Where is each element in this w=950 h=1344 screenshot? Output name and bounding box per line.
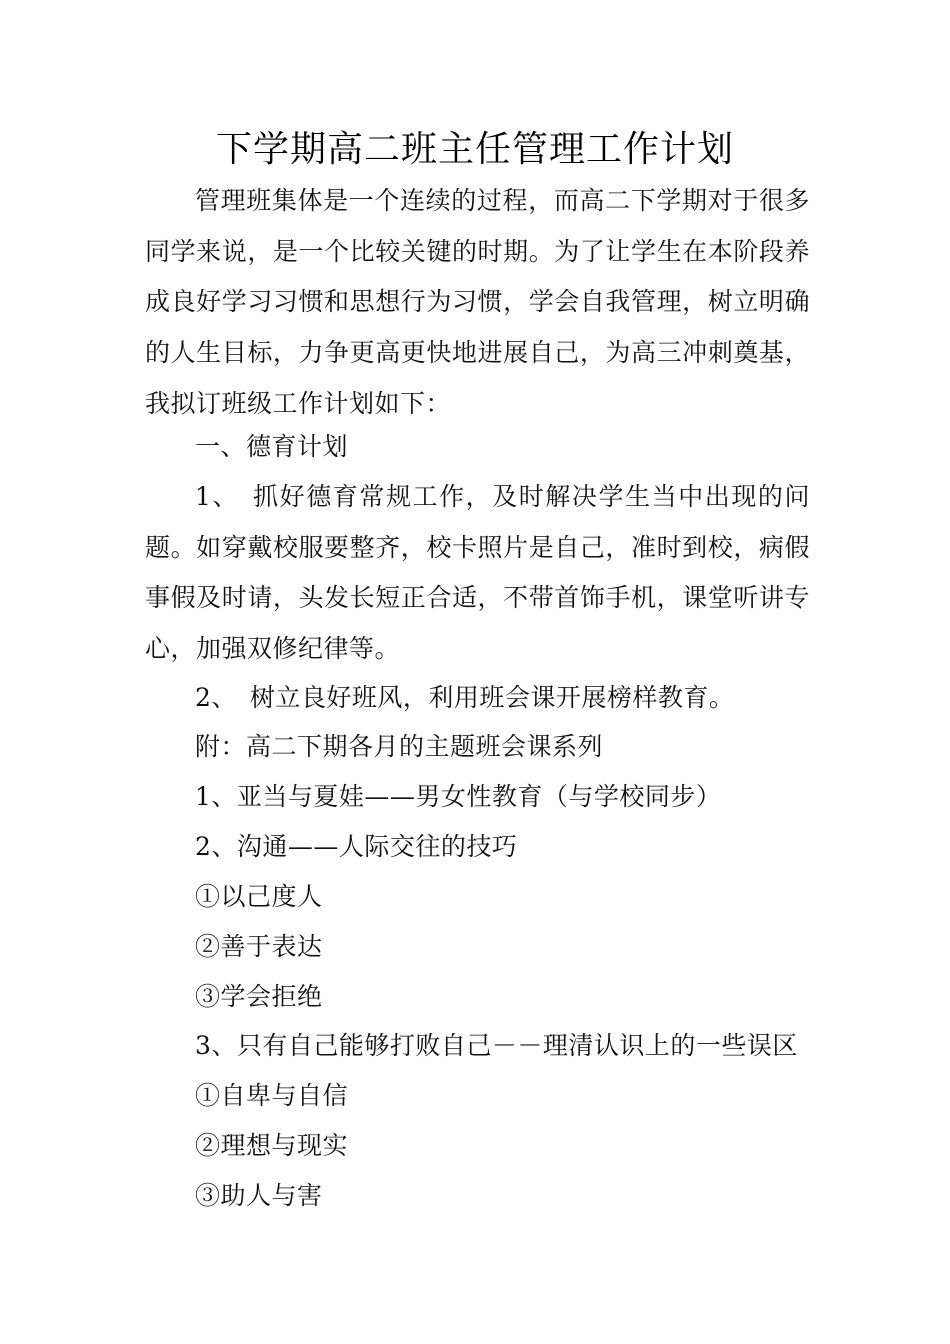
topic-subitem: ②理想与现实 bbox=[195, 1131, 349, 1160]
section-heading-moral-education: 一、德育计划 bbox=[195, 432, 349, 461]
topic-line: 2、沟通——人际交往的技巧 bbox=[195, 832, 518, 861]
intro-paragraph: 管理班集体是一个连续的过程，而高二下学期对于很多同学来说，是一个比较关键的时期。为了让学生在本阶段养成良好学习习惯和思想行为习惯，学会自我管理，树立明确的人生目标，力争更高更快地进展自己，为高三冲刺奠基，我拟订班级工作计划如下： bbox=[145, 186, 810, 418]
plan-item-2: 2、 树立良好班风，利用班会课开展榜样教育。 bbox=[195, 683, 735, 712]
topic-subitem: ②善于表达 bbox=[195, 932, 323, 961]
topic-subitem: ①以己度人 bbox=[195, 882, 323, 911]
topic-line: 1、亚当与夏娃——男女性教育（与学校同步） bbox=[195, 782, 722, 811]
topic-line: 3、只有自己能够打败自己－－理清认识上的一些误区 bbox=[195, 1031, 798, 1060]
topic-subitem: ③助人与害 bbox=[195, 1181, 323, 1210]
topic-subitem: ③学会拒绝 bbox=[195, 982, 323, 1011]
appendix-heading: 附：高二下期各月的主题班会课系列 bbox=[195, 732, 604, 761]
page-title: 下学期高二班主任管理工作计划 bbox=[215, 129, 734, 170]
topic-subitem: ①自卑与自信 bbox=[195, 1081, 349, 1110]
plan-item-1: 1、 抓好德育常规工作，及时解决学生当中出现的问题。如穿戴校服要整齐，校卡照片是自己，准时到校，病假事假及时请，头发长短正合适，不带首饰手机，课堂听讲专心，加强双修纪律等。 bbox=[145, 482, 810, 664]
